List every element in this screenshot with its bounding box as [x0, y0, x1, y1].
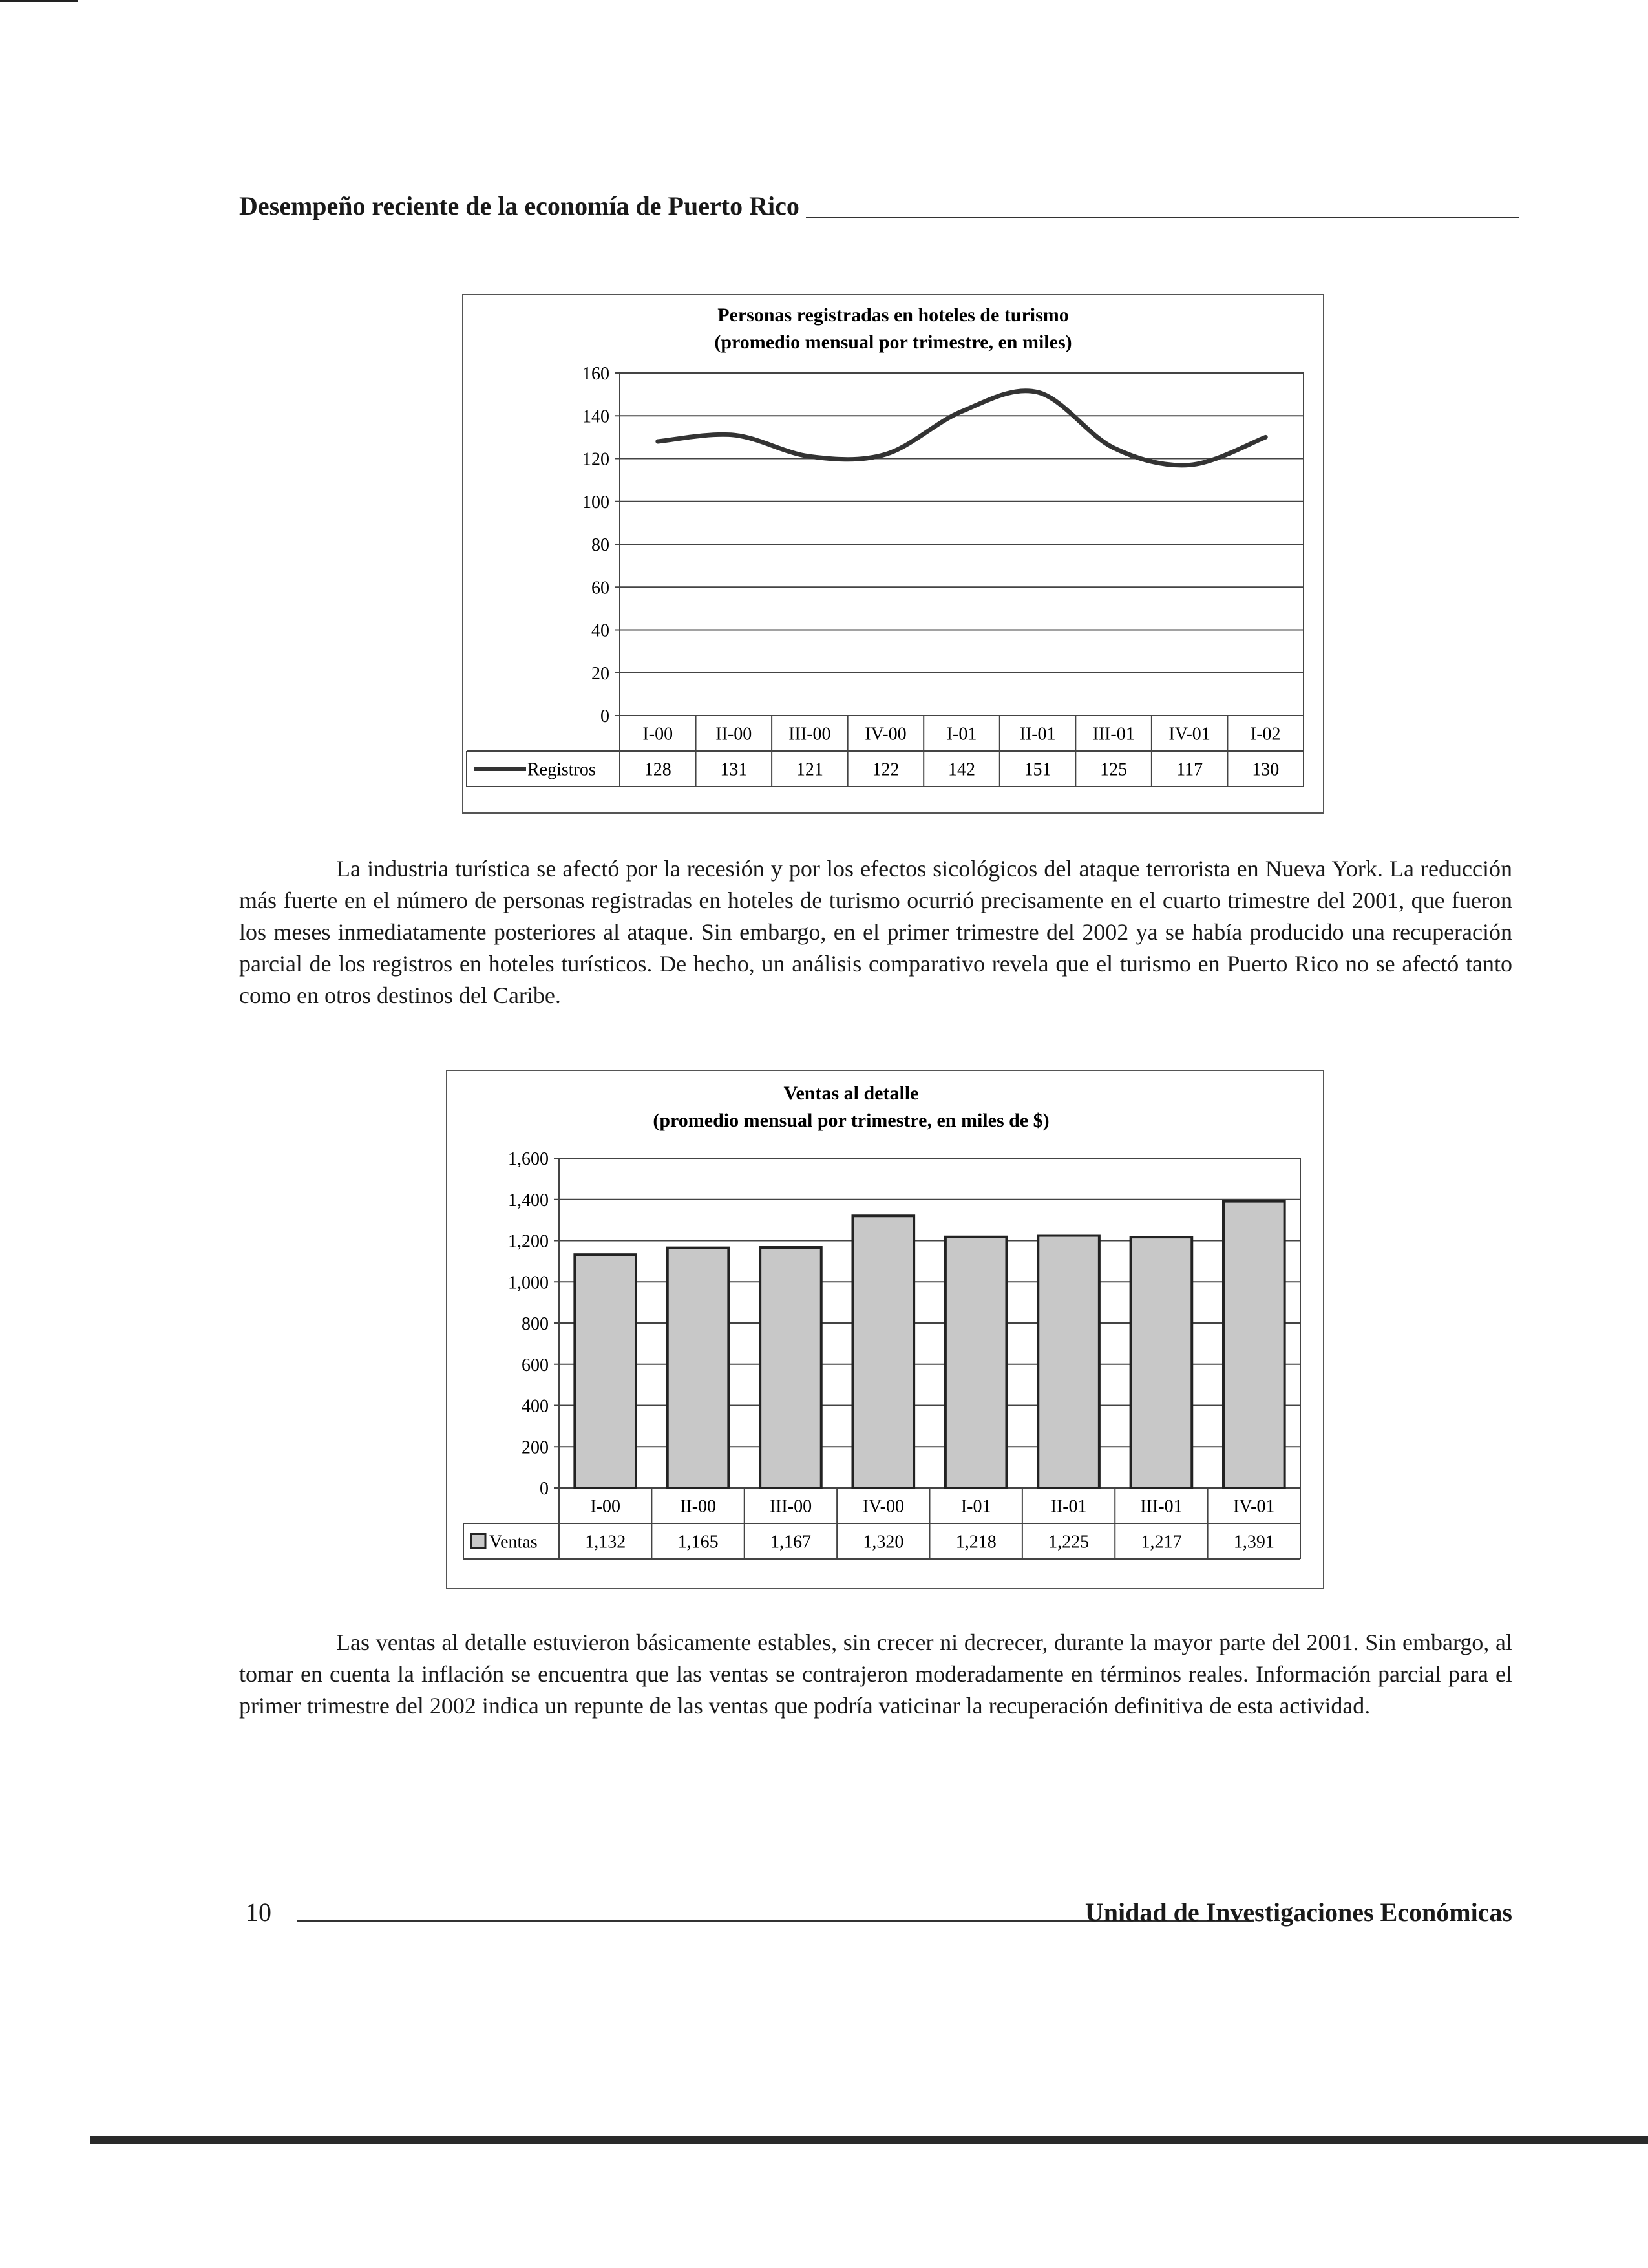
- value-label: 125: [1100, 759, 1128, 780]
- point-I-02: [1265, 436, 1266, 438]
- value-label: 1,218: [955, 1532, 997, 1553]
- y-tick-label: 20: [591, 663, 609, 684]
- value-label: 1,165: [677, 1532, 719, 1553]
- bar-II-01: [1038, 1236, 1099, 1488]
- y-tick-label: 1,200: [508, 1231, 549, 1252]
- chart-title: Ventas al detalle: [783, 1083, 919, 1104]
- category-label: III-00: [769, 1496, 812, 1517]
- bar-II-00: [668, 1248, 729, 1488]
- category-label: III-01: [1140, 1496, 1183, 1517]
- value-label: 122: [872, 759, 900, 780]
- bar-III-01: [1131, 1237, 1192, 1488]
- header-title: Desempeño reciente de la economía de Puerto Rico: [239, 191, 806, 221]
- point-IV-00: [885, 454, 886, 455]
- value-label: 131: [720, 759, 748, 780]
- tourism-chart-svg: [463, 295, 1323, 812]
- bar-IV-01: [1223, 1202, 1285, 1488]
- value-label: 1,132: [585, 1532, 626, 1553]
- value-label: 128: [644, 759, 671, 780]
- category-label: I-00: [590, 1496, 621, 1517]
- value-label: 1,391: [1233, 1532, 1274, 1553]
- y-tick-label: 400: [522, 1396, 549, 1417]
- category-label: I-01: [946, 724, 977, 745]
- category-label: II-01: [1050, 1496, 1087, 1517]
- category-label: I-02: [1250, 724, 1281, 745]
- y-tick-label: 0: [540, 1479, 549, 1499]
- value-label: 142: [948, 759, 975, 780]
- retail-sales-chart-svg: [447, 1071, 1323, 1588]
- value-label: 117: [1176, 759, 1203, 780]
- retail-sales-chart: [446, 1070, 1324, 1589]
- y-tick-label: 1,400: [508, 1190, 549, 1211]
- page-header: [239, 191, 1519, 223]
- point-II-01: [1037, 392, 1039, 393]
- tourism-paragraph: La industria turística se afectó por la recesión y por los efectos sicológicos del ataque terrorista en Nueva York. La reducción más fuerte en el número de personas registradas en hoteles de turismo ocurrió precisamente en el cuarto trimestre del 2001, que fueron los meses inmediatamente posteriores al ataque. Sin embargo, en el primer trimestre del 2002 ya se había producido una recuperación parcial de los registros en hoteles turísticos. De hecho, un análisis comparativo revela que el turismo en Puerto Rico no se afectó tanto como en otros destinos del Caribe.: [239, 856, 1512, 1008]
- tourism-chart: [462, 294, 1324, 814]
- y-tick-label: 1,000: [508, 1273, 549, 1293]
- y-tick-label: 60: [591, 578, 609, 599]
- value-label: 1,217: [1141, 1532, 1182, 1553]
- corner-rule: [0, 0, 78, 2]
- value-label: 121: [796, 759, 823, 780]
- category-label: III-01: [1092, 724, 1135, 745]
- point-IV-01: [1189, 464, 1190, 465]
- category-label: IV-01: [1168, 724, 1210, 745]
- value-label: 151: [1024, 759, 1051, 780]
- page-footer: [246, 1897, 1512, 1936]
- value-label: 1,320: [863, 1532, 904, 1553]
- bar-III-00: [760, 1247, 821, 1488]
- y-tick-label: 40: [591, 620, 609, 641]
- chart-title: Personas registradas en hoteles de turismo: [717, 304, 1069, 326]
- scan-bottom-edge: [90, 2136, 1648, 2144]
- category-label: I-01: [960, 1496, 991, 1517]
- y-tick-label: 800: [522, 1314, 549, 1334]
- y-tick-label: 200: [522, 1437, 549, 1458]
- y-tick-label: 600: [522, 1355, 549, 1375]
- chart-subtitle: (promedio mensual por trimestre, en miles): [714, 332, 1072, 353]
- legend-swatch: [471, 1534, 485, 1549]
- y-tick-label: 120: [582, 449, 609, 470]
- category-label: IV-00: [865, 724, 907, 745]
- legend-label: Registros: [527, 759, 596, 780]
- category-label: I-00: [642, 724, 673, 745]
- bar-IV-00: [852, 1216, 914, 1488]
- category-label: IV-00: [862, 1496, 904, 1517]
- value-label: 1,225: [1048, 1532, 1090, 1553]
- y-tick-label: 1,600: [508, 1149, 549, 1169]
- point-III-01: [1113, 447, 1114, 449]
- y-tick-label: 80: [591, 535, 609, 555]
- legend-label: Ventas: [489, 1532, 538, 1553]
- value-label: 1,167: [770, 1532, 811, 1553]
- point-III-00: [809, 456, 810, 457]
- point-I-01: [961, 411, 962, 412]
- point-I-00: [657, 441, 659, 442]
- retail-paragraph: Las ventas al detalle estuvieron básicamente estables, sin crecer ni decrecer, durante la mayor parte del 2001. Sin embargo, al tomar en cuenta la inflación se encuentra que las ventas se contrajeron moderadamente en términos reales. Información parcial para el primer trimestre del 2002 indica un repunte de las ventas que podría vaticinar la recuperación definitiva de esta actividad.: [239, 1629, 1512, 1719]
- category-label: II-01: [1019, 724, 1056, 745]
- series-line-registros: [658, 391, 1265, 465]
- bar-I-01: [945, 1237, 1007, 1488]
- y-tick-label: 0: [600, 706, 609, 726]
- y-tick-label: 100: [582, 492, 609, 513]
- category-label: II-00: [715, 724, 752, 745]
- footer-organization: Unidad de Investigaciones Económicas: [1084, 1898, 1512, 1927]
- bar-I-00: [575, 1255, 636, 1488]
- page-number: 10: [246, 1898, 271, 1927]
- category-label: II-00: [680, 1496, 717, 1517]
- category-label: III-00: [788, 724, 831, 745]
- y-tick-label: 140: [582, 407, 609, 427]
- category-label: IV-01: [1233, 1496, 1275, 1517]
- y-tick-label: 160: [582, 364, 609, 384]
- value-label: 130: [1252, 759, 1280, 780]
- chart-subtitle: (promedio mensual por trimestre, en miles de $): [653, 1110, 1050, 1131]
- point-II-00: [733, 434, 734, 436]
